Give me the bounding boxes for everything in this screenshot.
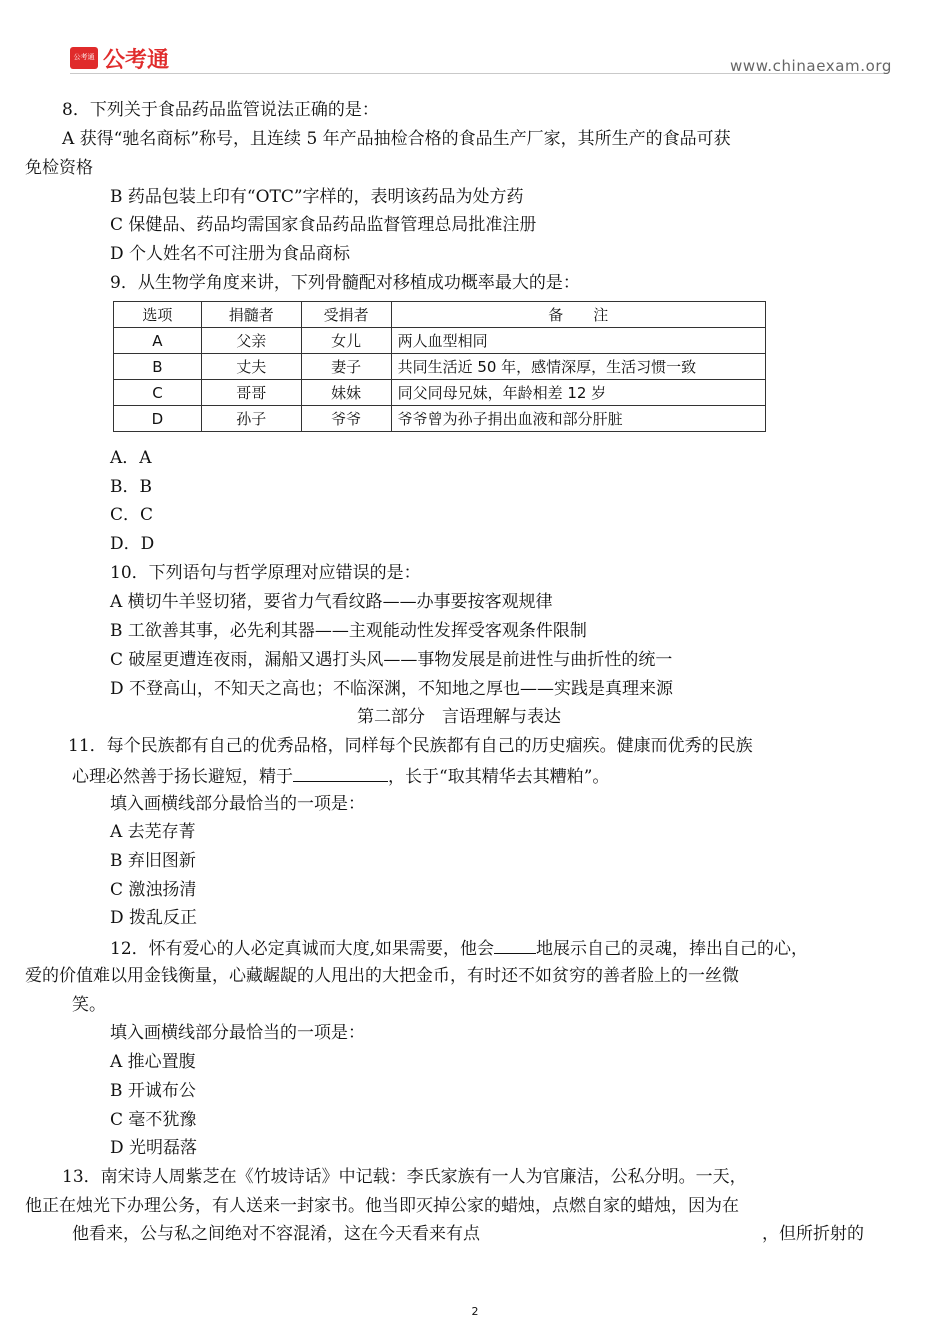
table-cell: D xyxy=(114,406,202,432)
q8-stem: 8．下列关于食品药品监管说法正确的是： xyxy=(62,100,379,120)
q11-prompt: 填入画横线部分最恰当的一项是： xyxy=(110,794,365,814)
q12-option-b: B 开诚布公 xyxy=(110,1081,196,1101)
q12-line3: 笑。 xyxy=(72,995,106,1015)
table-cell: A xyxy=(114,328,202,354)
section-heading: 第二部分 言语理解与表达 xyxy=(357,707,561,727)
q11-option-c: C 激浊扬清 xyxy=(110,880,197,900)
q12-line1-after-blank: 地展示自己的灵魂，捧出自己的心， xyxy=(536,939,809,959)
q11-line2-before-blank: 心理必然善于扬长避短，精于 xyxy=(72,767,293,787)
table-row xyxy=(114,328,766,354)
logo-badge xyxy=(70,47,98,69)
table-row xyxy=(114,406,766,432)
q9-stem: 9．从生物学角度来讲，下列骨髓配对移植成功概率最大的是： xyxy=(110,273,580,293)
table-cell: 父亲 xyxy=(201,328,301,354)
q10-option-d: D 不登高山，不知天之高也；不临深渊，不知地之厚也——实践是真理来源 xyxy=(110,679,674,699)
q10-stem: 10．下列语句与哲学原理对应错误的是： xyxy=(110,563,421,583)
q12-line2: 爱的价值难以用金钱衡量，心藏龌龊的人甩出的大把金币，有时还不如贫穷的善者脸上的一丝微 xyxy=(25,966,739,986)
table-cell: 爷爷曾为孙子捐出血液和部分肝脏 xyxy=(391,406,765,432)
q11-option-d: D 拨乱反正 xyxy=(110,908,198,928)
table-cell: B xyxy=(114,354,202,380)
q13-line3-after-blank: ，但所折射的 xyxy=(762,1224,864,1244)
q12-line1-before-blank: 12．怀有爱心的人必定真诚而大度,如果需要，他会 xyxy=(110,939,495,959)
q8-option-a-line2: 免检资格 xyxy=(25,158,93,178)
q10-option-a: A 横切牛羊竖切猪，要省力气看纹路——办事要按客观规律 xyxy=(110,592,553,612)
site-url[interactable]: www.chinaexam.org xyxy=(730,57,893,75)
table-cell: 孙子 xyxy=(201,406,301,432)
table-header-cell: 捐髓者 xyxy=(201,302,301,328)
q12-option-d: D 光明磊落 xyxy=(110,1138,198,1158)
q11-answer-blank xyxy=(293,763,388,782)
q13-line3-before-blank: 他看来，公与私之间绝对不容混淆，这在今天看来有点 xyxy=(72,1224,480,1244)
table-header-cell: 受捐者 xyxy=(301,302,391,328)
q11-line2 xyxy=(72,763,609,789)
table-cell: 两人血型相同 xyxy=(391,328,765,354)
table-cell: 爷爷 xyxy=(301,406,391,432)
q9-option-c: C．C xyxy=(110,505,154,525)
table-cell: 同父同母兄妹，年龄相差 12 岁 xyxy=(391,380,765,406)
q8-option-c: C 保健品、药品均需国家食品药品监督管理总局批准注册 xyxy=(110,215,537,235)
q11-line1: 11．每个民族都有自己的优秀品格，同样每个民族都有自己的历史痼疾。健康而优秀的民族 xyxy=(68,736,753,756)
q11-option-a: A 去芜存菁 xyxy=(110,822,196,842)
logo-badge-text: 公考通 xyxy=(73,53,95,61)
q13-line2: 他正在烛光下办理公务，有人送来一封家书。他当即灭掉公家的蜡烛，点燃自家的蜡烛，因为在 xyxy=(25,1196,739,1216)
q9-option-a: A．A xyxy=(110,448,152,468)
table-row xyxy=(114,354,766,380)
table-row xyxy=(114,380,766,406)
q8-option-b: B 药品包装上印有“OTC”字样的，表明该药品为处方药 xyxy=(110,187,524,207)
q8-option-a-line1: A 获得“驰名商标”称号，且连续 5 年产品抽检合格的食品生产厂家，其所生产的食品可获 xyxy=(62,129,731,149)
table-cell: 丈夫 xyxy=(201,354,301,380)
q12-line1 xyxy=(110,935,808,961)
q9-option-b: B．B xyxy=(110,477,152,497)
table-cell: 共同生活近 50 年，感情深厚，生活习惯一致 xyxy=(391,354,765,380)
logo-wordmark: 公考通 xyxy=(103,48,170,73)
q12-option-c: C 毫不犹豫 xyxy=(110,1110,197,1130)
q9-option-d: D．D xyxy=(110,534,155,554)
q10-option-c: C 破屋更遭连夜雨，漏船又遇打头风——事物发展是前进性与曲折性的统一 xyxy=(110,650,673,670)
q8-option-d: D 个人姓名不可注册为食品商标 xyxy=(110,244,351,264)
bone-marrow-table xyxy=(113,301,766,432)
table-header-row xyxy=(114,302,766,328)
table-cell: 女儿 xyxy=(301,328,391,354)
q10-option-b: B 工欲善其事，必先利其器——主观能动性发挥受客观条件限制 xyxy=(110,621,587,641)
table-header-cell: 备 注 xyxy=(391,302,765,328)
q12-prompt: 填入画横线部分最恰当的一项是： xyxy=(110,1023,365,1043)
q12-option-a: A 推心置腹 xyxy=(110,1052,196,1072)
table-header-cell: 选项 xyxy=(114,302,202,328)
table-cell: 妹妹 xyxy=(301,380,391,406)
q11-option-b: B 弃旧图新 xyxy=(110,851,196,871)
table-cell: 妻子 xyxy=(301,354,391,380)
q11-line2-after-blank: ，长于“取其精华去其糟粕”。 xyxy=(388,767,610,787)
q13-line1: 13．南宋诗人周紫芝在《竹坡诗话》中记载：李氏家族有一人为官廉洁，公私分明。一天， xyxy=(62,1167,747,1187)
q12-answer-blank xyxy=(494,935,536,954)
page-number: 2 xyxy=(471,1305,479,1318)
table-cell: C xyxy=(114,380,202,406)
table-cell: 哥哥 xyxy=(201,380,301,406)
